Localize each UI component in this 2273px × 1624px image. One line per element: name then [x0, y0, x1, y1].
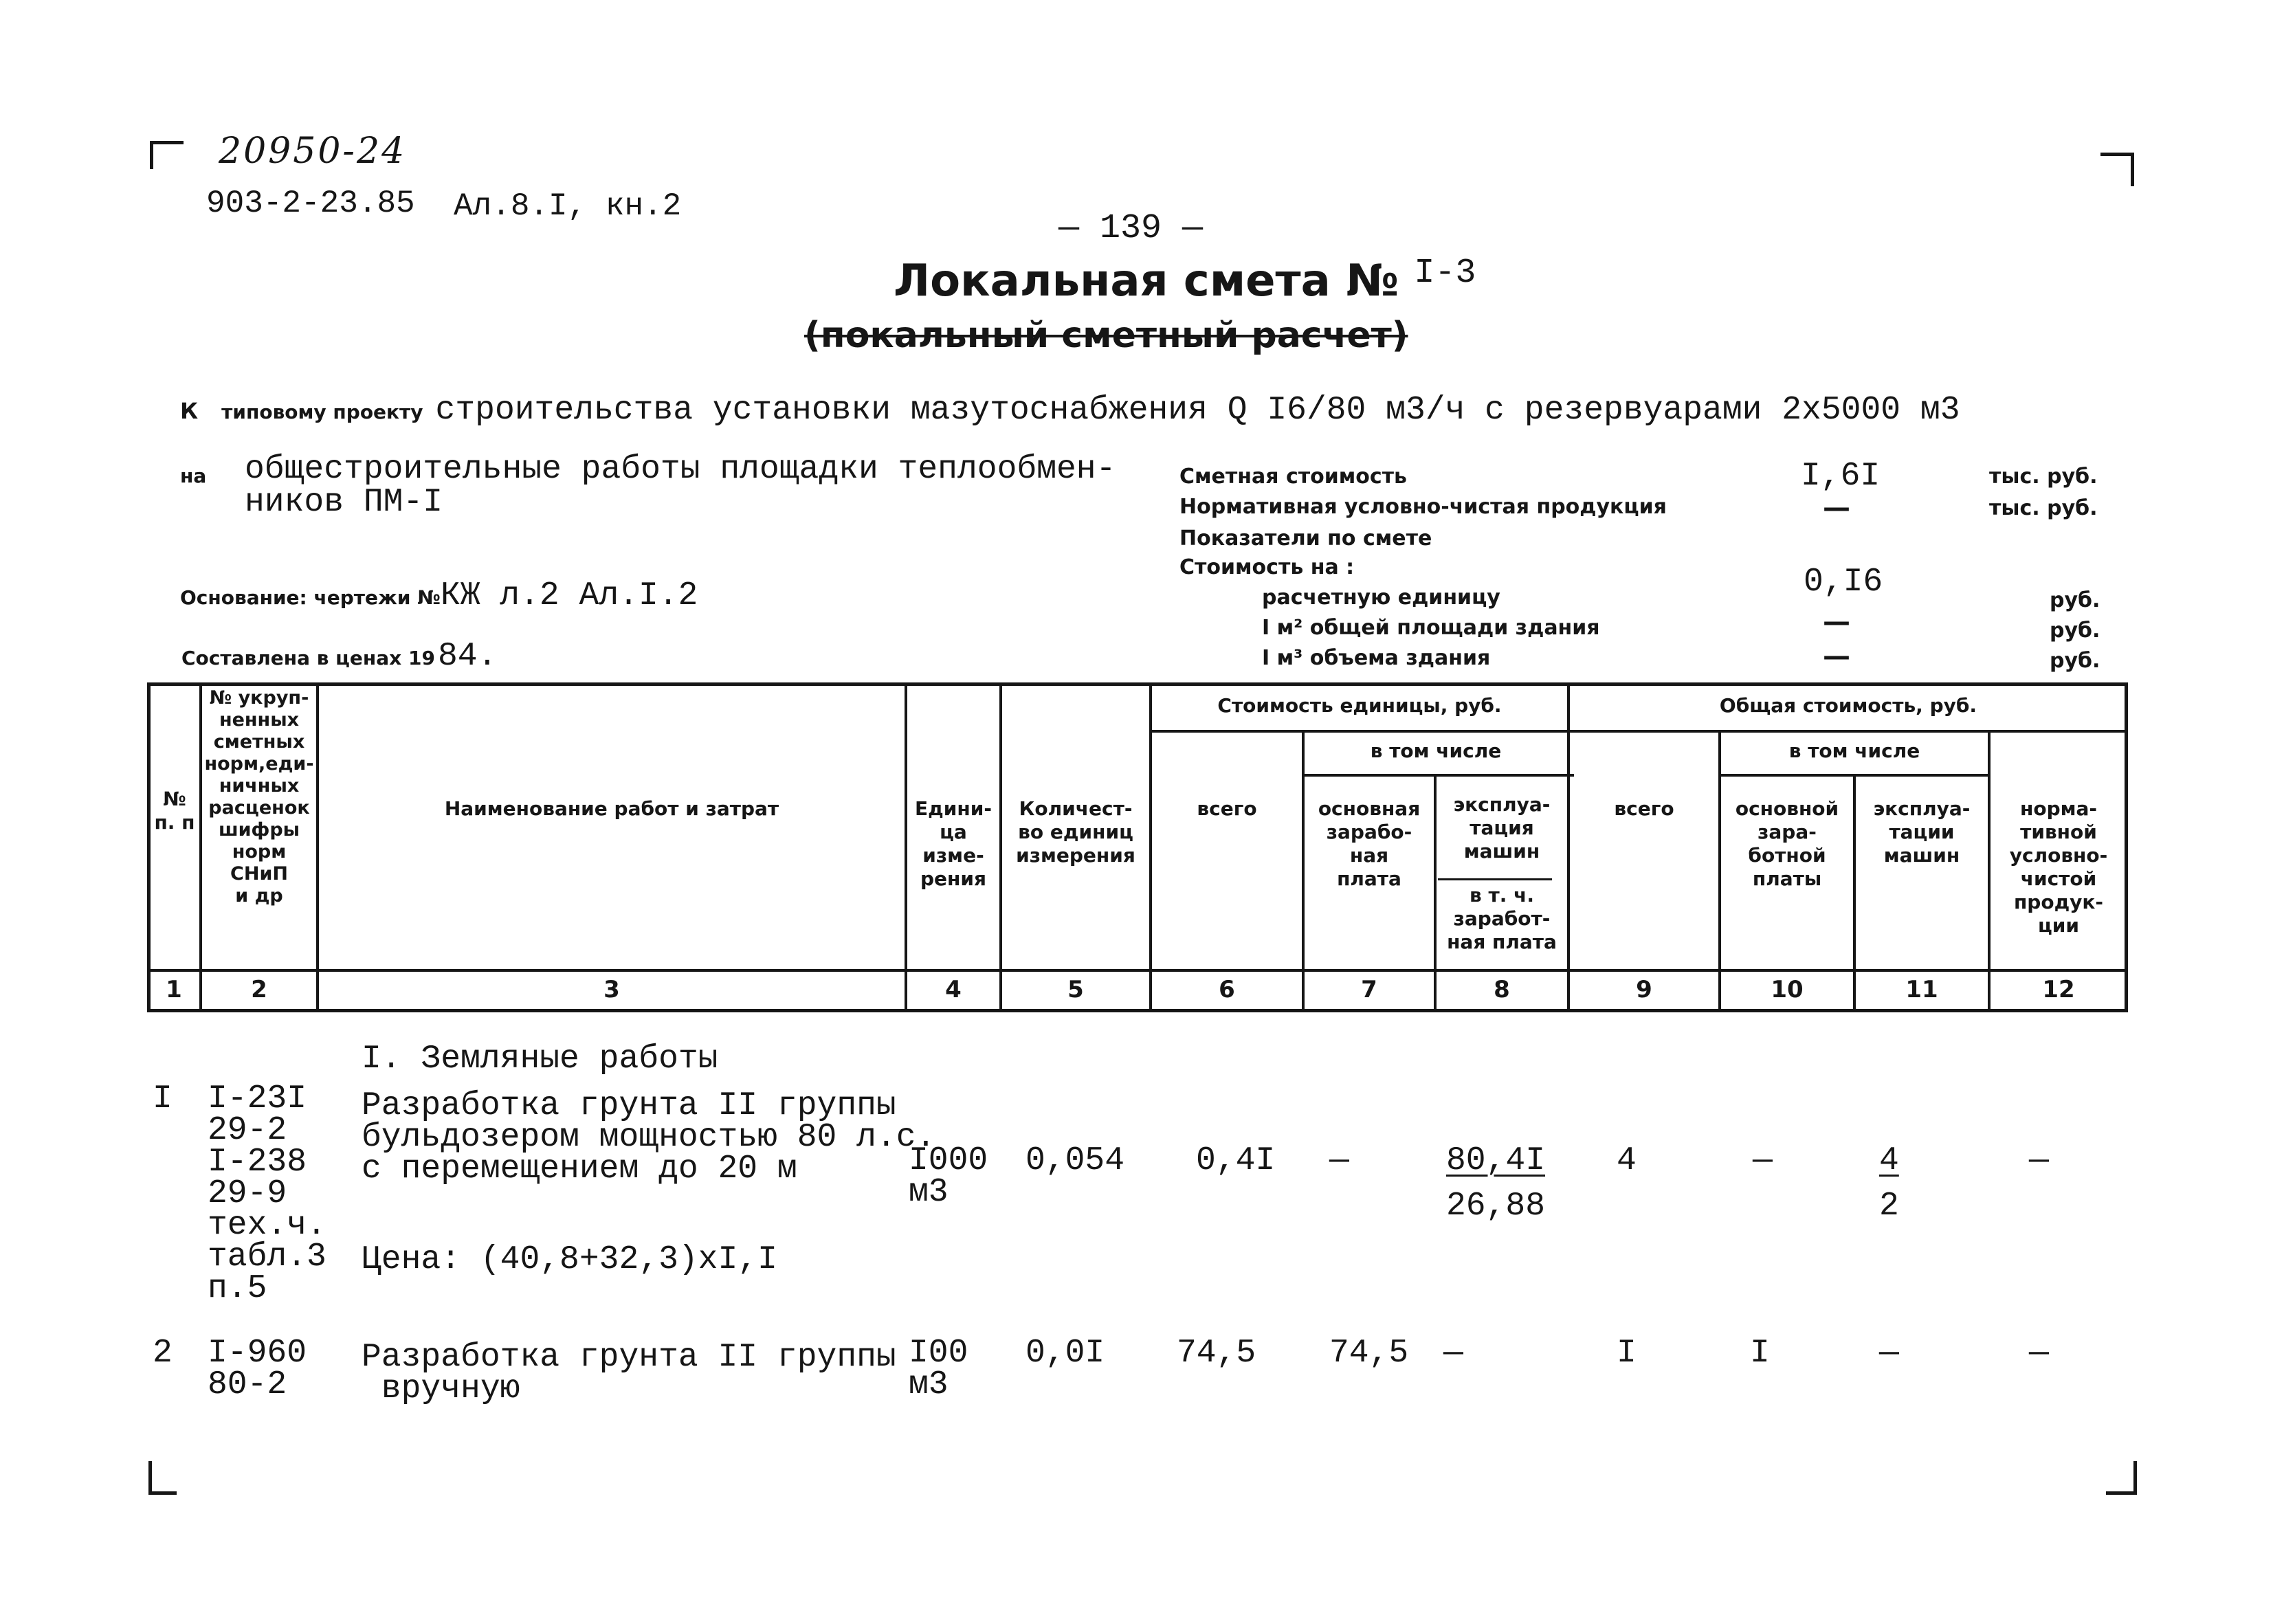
row2-unit: I00 м3: [909, 1335, 968, 1403]
works-value-line1: общестроительные работы площадки теплообмен-: [245, 451, 1116, 488]
column-number: 5: [1067, 976, 1084, 1003]
per-volume-unit: руб.: [2050, 649, 2100, 673]
doc-code: 903-2-23.85: [206, 186, 415, 221]
row1-total: 4: [1617, 1142, 1637, 1179]
corner-mark-top-right: [2100, 153, 2134, 186]
column-number: 11: [1905, 976, 1938, 1003]
page-title: [894, 256, 1476, 307]
row2-unit-total: 74,5: [1177, 1335, 1256, 1372]
basis-value: КЖ л.2 Ал.I.2: [440, 577, 698, 614]
page-subtitle: (покальный сметный расчет): [804, 315, 1408, 356]
row1-unit-total: 0,4I: [1196, 1142, 1276, 1179]
row1-code: I-23I 29-2 I-238 29-9 тех.ч. табл.3 п.5: [208, 1080, 326, 1307]
row2-total-machines: —: [1879, 1335, 1899, 1372]
handwritten-code: 20950-24: [219, 131, 407, 172]
normative-label: Нормативная условно-чистая продукция: [1179, 495, 1667, 519]
works-label: на: [180, 465, 207, 487]
col-header-unit-wage: основная зарабо- ная плата: [1318, 797, 1421, 890]
col-header-unit-machines-wage: в т. ч. заработ- ная плата: [1447, 884, 1557, 953]
row1-normative: —: [2029, 1142, 2049, 1179]
total-cost-including-header: в том числе: [1788, 739, 1920, 762]
column-number: 4: [945, 976, 962, 1003]
title-number: I-3: [1414, 254, 1476, 293]
row2-unit-machines: —: [1443, 1335, 1463, 1372]
column-number: 3: [603, 976, 620, 1003]
section-title: I. Земляные работы: [362, 1041, 718, 1078]
column-number: 9: [1636, 976, 1652, 1003]
col-header-unit-total: всего: [1197, 797, 1257, 820]
table-divider: [1438, 878, 1552, 880]
basis-label: Основание: чертежи №: [180, 586, 441, 609]
per-volume-label: I м³ объема здания: [1262, 646, 1491, 670]
project-line: [180, 392, 1960, 429]
row2-total-wage: I: [1750, 1335, 1770, 1372]
project-label: типовому проекту: [221, 401, 423, 423]
row2-num: 2: [153, 1335, 173, 1372]
table-divider: [1149, 730, 2128, 733]
row2-normative: —: [2029, 1335, 2049, 1372]
col-header-quantity: Количест- во единиц измерения: [1016, 797, 1135, 867]
column-number: 10: [1771, 976, 1804, 1003]
row2-total: I: [1617, 1335, 1637, 1372]
col-header-unit-machines: эксплуа- тация машин: [1453, 793, 1551, 863]
unit-cost-group-header: Стоимость единицы, руб.: [1217, 694, 1502, 717]
row1-unit-machines-wage: 26,88: [1446, 1188, 1546, 1225]
row1-num: I: [153, 1080, 173, 1117]
row2-name: Разработка грунта II группы вручную: [362, 1339, 896, 1408]
col-header-normative: норма- тивной условно- чистой продук- ции: [2009, 797, 2108, 937]
table-divider: [147, 969, 2128, 972]
per-volume-value: —: [1823, 641, 1850, 672]
cost-per-label: Стоимость на :: [1179, 555, 1355, 579]
col-header-code: № укруп- ненных сметных норм,еди- ничных расценок шифры норм СНиП и др: [204, 687, 314, 906]
row2-unit-wage: 74,5: [1329, 1335, 1409, 1372]
row1-total-machines: 4: [1879, 1142, 1899, 1179]
corner-mark-bottom-right: [2106, 1461, 2137, 1495]
project-value: строительства установки мазутоснабжения Q I6/80 м3/ч с резервуарами 2х5000 м3: [435, 392, 1960, 429]
per-area-unit: руб.: [2050, 619, 2100, 643]
col-header-total-wage: основной зара- ботной платы: [1735, 797, 1839, 890]
row1-unit-wage: —: [1329, 1142, 1349, 1179]
per-unit-value: 0,I6: [1804, 564, 1883, 601]
project-prefix: К: [180, 398, 199, 424]
table-divider: [1302, 774, 1574, 777]
page-number: — 139 —: [1058, 209, 1204, 248]
row1-unit-machines: 80,4I: [1446, 1142, 1546, 1179]
indicators-label: Показатели по смете: [1179, 526, 1432, 550]
row1-name: Разработка грунта II группы бульдозером мощностью 80 л.с. с перемещением до 20 м: [362, 1087, 936, 1188]
per-unit-unit: руб.: [2050, 588, 2100, 612]
corner-mark-bottom-left: [148, 1461, 177, 1495]
prices-label: Составлена в ценах 19: [181, 647, 435, 669]
column-number: 8: [1494, 976, 1510, 1003]
column-number: 12: [2042, 976, 2075, 1003]
table-divider: [1718, 774, 1991, 777]
col-header-total-machines: эксплуа- тации машин: [1873, 797, 1971, 867]
corner-mark-top-left: [150, 141, 184, 169]
unit-cost-including-header: в том числе: [1370, 739, 1502, 762]
row1-price-formula: Цена: (40,8+32,3)хI,I: [362, 1241, 777, 1278]
col-header-name: Наименование работ и затрат: [444, 797, 779, 820]
prices-year: 84.: [437, 638, 498, 675]
works-value-line2: ников ПМ-I: [245, 484, 443, 521]
row1-quantity: 0,054: [1025, 1142, 1125, 1179]
album-ref: Ал.8.I, кн.2: [454, 188, 682, 224]
col-header-unit: Едини- ца изме- рения: [915, 797, 992, 890]
per-area-label: I м² общей площади здания: [1262, 616, 1600, 640]
column-number: 6: [1219, 976, 1235, 1003]
estimated-cost-value: I,6I: [1801, 458, 1881, 495]
column-number: 2: [251, 976, 267, 1003]
row1-unit: I000 м3: [909, 1142, 988, 1211]
per-area-value: —: [1823, 606, 1850, 638]
row1-total-machines-wage: 2: [1879, 1188, 1899, 1225]
row2-code: I-960 80-2: [208, 1335, 307, 1403]
prices-line: [181, 638, 497, 675]
title-text: Локальная смета №: [894, 256, 1399, 307]
normative-unit: тыс. руб.: [1989, 496, 2098, 520]
col-header-num: № п. п: [154, 788, 195, 834]
total-cost-group-header: Общая стоимость, руб.: [1719, 694, 1977, 717]
column-number: 7: [1361, 976, 1377, 1003]
per-unit-label: расчетную единицу: [1262, 586, 1500, 610]
estimated-cost-label: Сметная стоимость: [1179, 465, 1408, 489]
normative-value: —: [1823, 492, 1850, 524]
column-number: 1: [166, 976, 182, 1003]
col-header-total: всего: [1614, 797, 1674, 820]
row1-total-wage: —: [1753, 1142, 1773, 1179]
estimated-cost-unit: тыс. руб.: [1989, 465, 2098, 489]
basis-line: [180, 577, 698, 614]
row2-quantity: 0,0I: [1025, 1335, 1105, 1372]
